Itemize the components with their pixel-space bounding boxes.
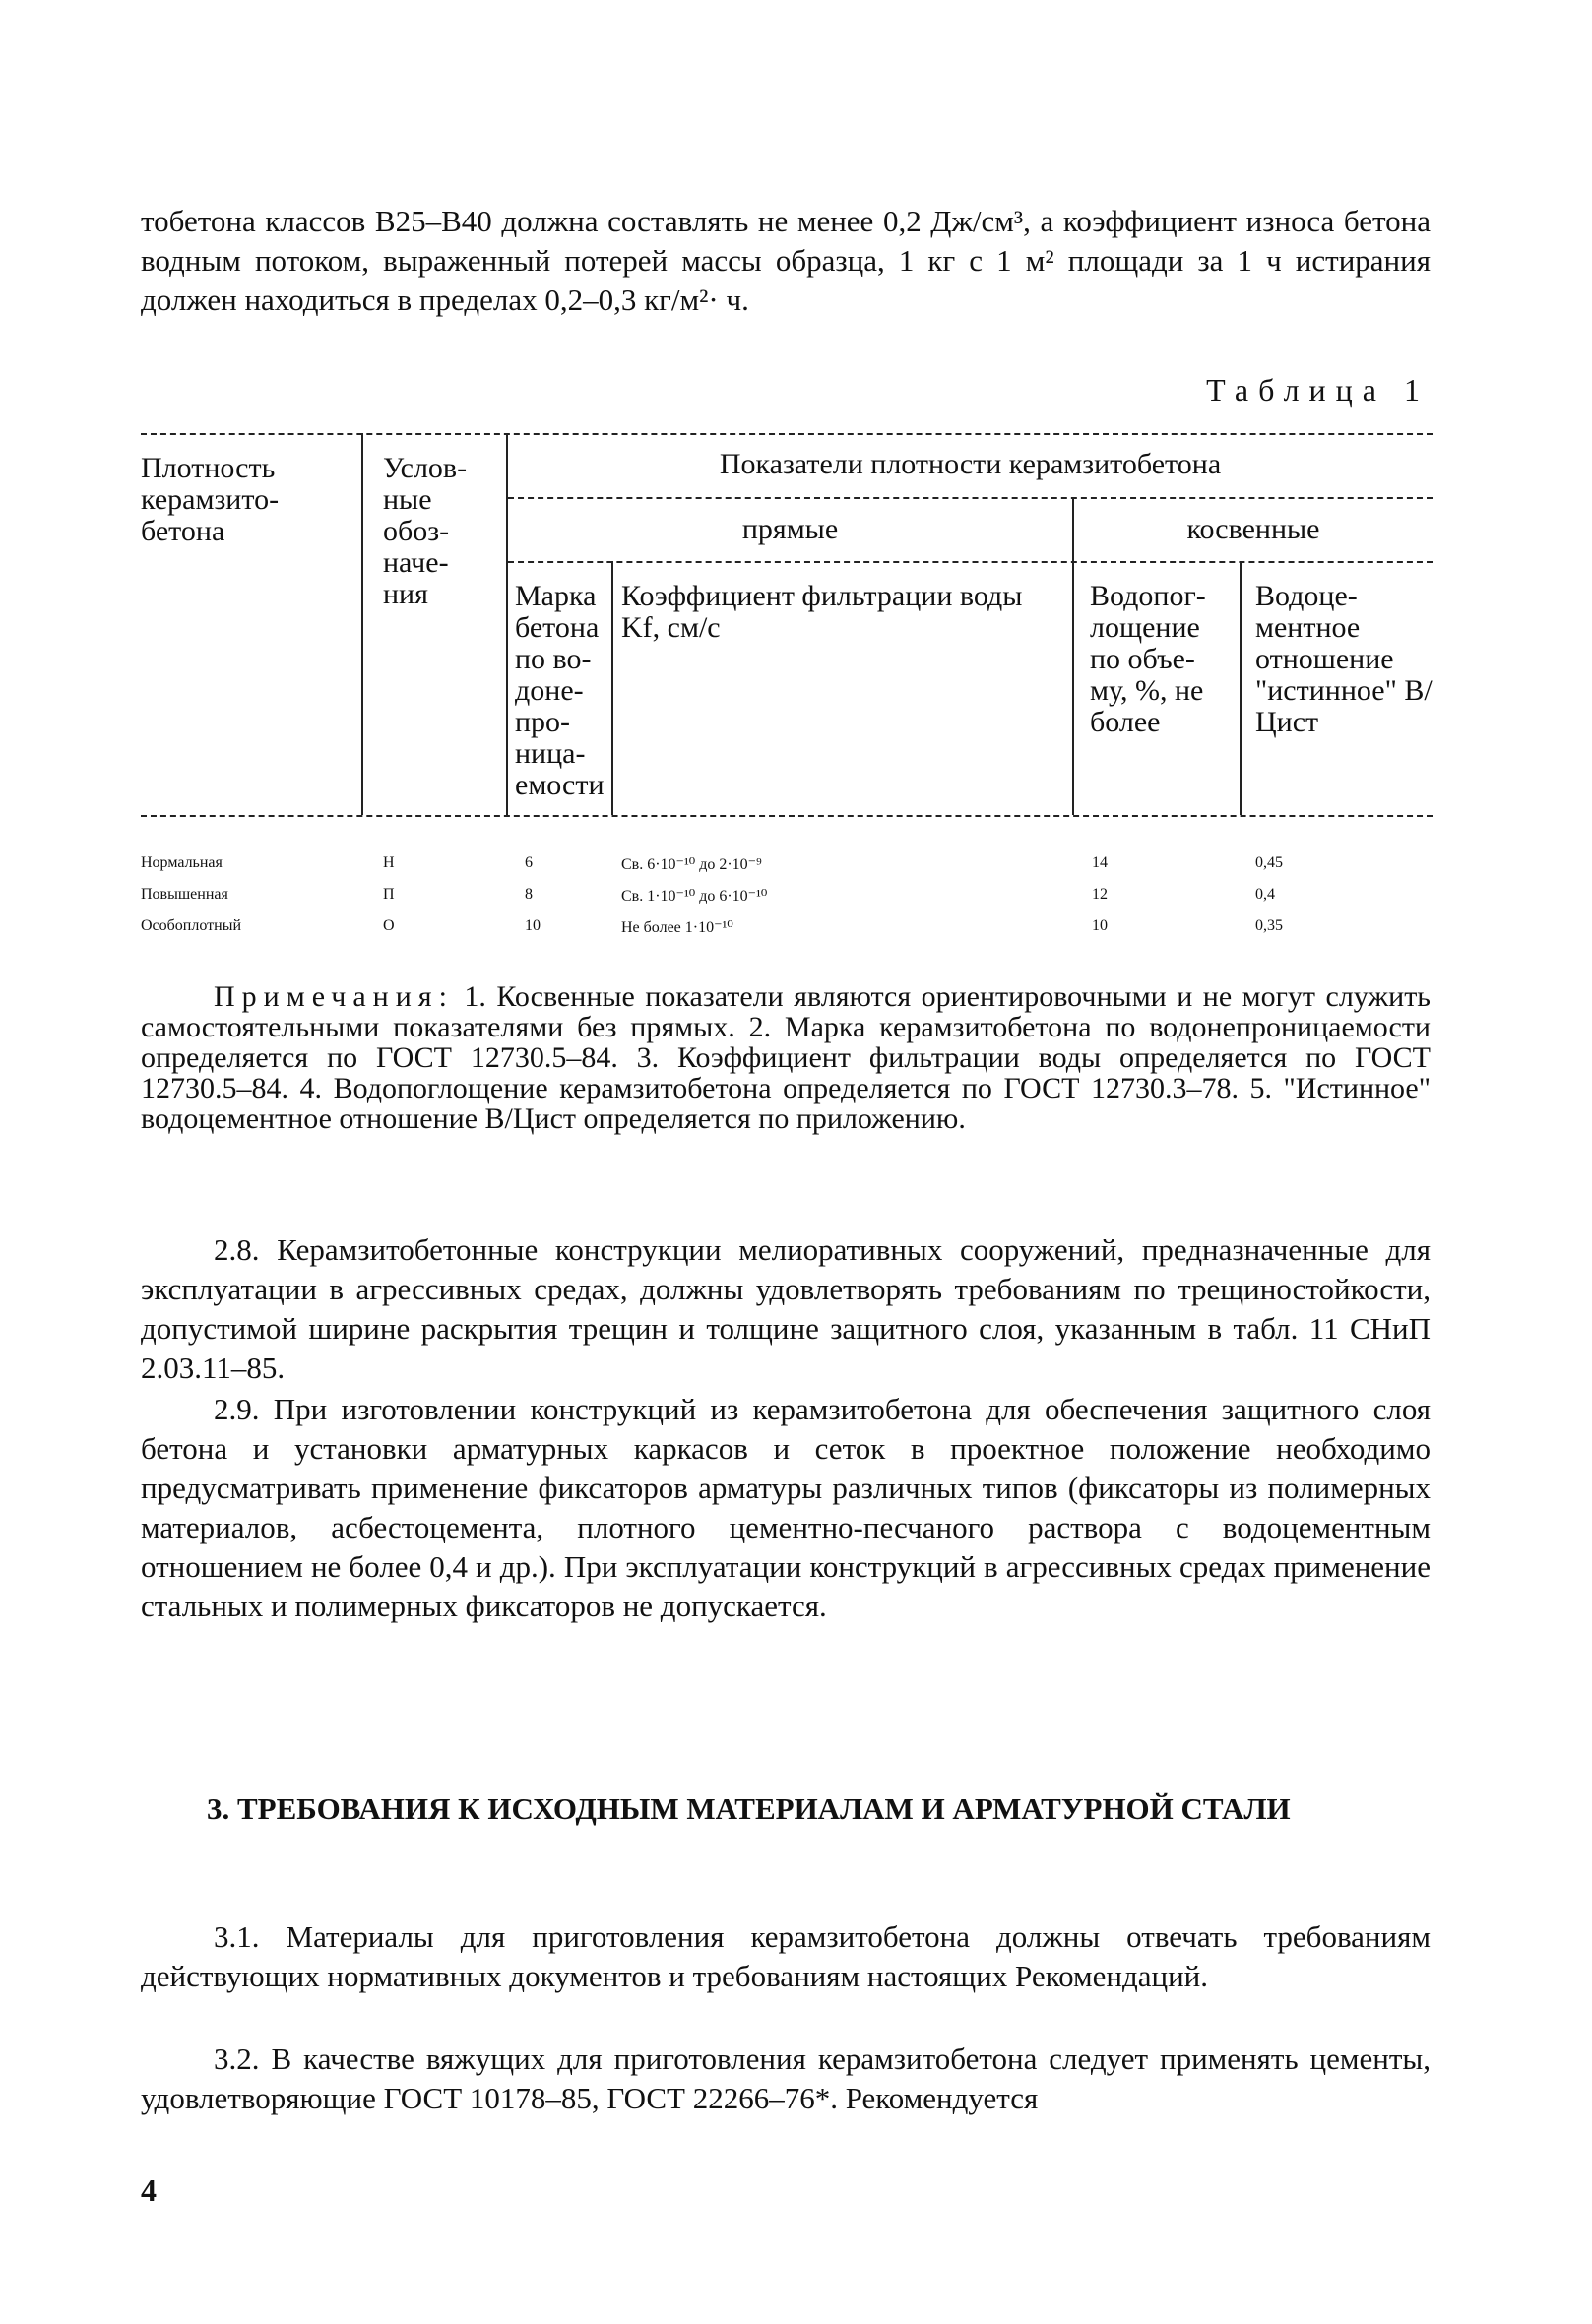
density-table-header <box>141 433 1433 817</box>
cell-symbol: Н <box>383 854 395 871</box>
section-3-heading: 3. ТРЕБОВАНИЯ К ИСХОДНЫМ МАТЕРИАЛАМ И АРМАТУРНОЙ СТАЛИ <box>207 1791 1291 1826</box>
paragraph-2-8 <box>141 1230 1431 1388</box>
paragraph-3-2-text: 3.2. В качестве вяжущих для приготовления керамзитобетона следует применять цементы, удовлетворяющие ГОСТ 10178–85, ГОСТ 22266–76*. Рекомендуется <box>141 2041 1431 2115</box>
header-wc-ratio: Водоце-ментное отношение "истинное" В/Цист <box>1255 580 1433 738</box>
cell-grade: 6 <box>525 854 533 871</box>
cell-wc: 0,45 <box>1255 854 1283 871</box>
header-absorption: Водопог-лощение по объе-му, %, не более <box>1090 580 1206 738</box>
header-indicators: Показатели плотности керамзитобетона <box>719 448 1222 480</box>
cell-wc: 0,35 <box>1255 917 1283 934</box>
notes-text: 1. Косвенные показатели являются ориентировочными и не могут служить самостоятельными показателями без прямых. 2. Марка керамзитобетона по водонепроницаемости определяется по ГОСТ 12730.5–84. 3. Коэффициент фильтрации воды определяется по ГОСТ 12730.5–84. 4. Водопоглощение керамзитобетона определяется по ГОСТ 12730.3–78. 5. "Истинное" водоцементное отношение В/Цист определяется по приложению. <box>141 980 1431 1135</box>
cell-grade: 8 <box>525 886 533 903</box>
col-divider-3 <box>611 561 613 815</box>
header-grade: Марка бетона по во-доне-про-ница-емости <box>515 580 605 801</box>
col-divider-5 <box>1240 561 1242 815</box>
paragraph-2-9 <box>141 1390 1431 1626</box>
cell-grade: 10 <box>525 917 541 934</box>
subheader-rule <box>508 561 1433 563</box>
header-indirect: косвенные <box>1186 513 1320 545</box>
cell-filtration: Св. 6·10⁻¹⁰ до 2·10⁻⁹ <box>621 856 762 873</box>
cell-absorption: 12 <box>1092 886 1108 903</box>
indicators-rule <box>508 497 1433 499</box>
cell-wc: 0,4 <box>1255 886 1275 903</box>
cell-absorption: 10 <box>1092 917 1108 934</box>
col-divider-2 <box>506 433 508 815</box>
intro-paragraph <box>141 202 1431 320</box>
header-filtration: Коэффициент фильтрации воды Kf, см/с <box>621 580 1023 644</box>
cell-symbol: П <box>383 886 395 903</box>
cell-density: Повышенная <box>141 886 228 903</box>
paragraph-2-9-text: 2.9. При изготовлении конструкций из керамзитобетона для обеспечения защитного слоя бетона и установки арматурных каркасов и сеток в проектное положение необходимо предусматривать применение фиксаторов арматуры различных типов (фиксаторы из полимерных материалов, асбестоцемента, плотного цементно-песчаного раствора с водоцементным отношением не более 0,4 и др.). При эксплуатации конструкций в агрессивных средах применение стальных и полимерных фиксаторов не допускается. <box>141 1392 1431 1623</box>
cell-absorption: 14 <box>1092 854 1108 871</box>
cell-density: Нормальная <box>141 854 223 871</box>
cell-symbol: О <box>383 917 395 934</box>
col-divider-1 <box>361 433 363 815</box>
page-number: 4 <box>141 2172 157 2208</box>
table-notes <box>141 981 1431 1134</box>
paragraph-3-1-text: 3.1. Материалы для приготовления керамзитобетона должны отвечать требованиям действующих нормативных документов и требованиям настоящих Рекомендаций. <box>141 1919 1431 1993</box>
header-density: Плотность керамзито-бетона <box>141 452 280 547</box>
paragraph-3-1 <box>141 1917 1431 1996</box>
table-caption: Таблица 1 <box>1206 372 1430 408</box>
cell-filtration: Св. 1·10⁻¹⁰ до 6·10⁻¹⁰ <box>621 888 768 905</box>
header-direct: прямые <box>741 513 839 545</box>
paragraph-2-8-text: 2.8. Керамзитобетонные конструкции мелиоративных сооружений, предназначенные для эксплуатации в агрессивных средах, должны удовлетворять требованиям по трещиностойкости, допустимой ширине раскрытия трещин и толщине защитного слоя, указанным в табл. 11 СНиП 2.03.11–85. <box>141 1232 1431 1385</box>
header-bottom-rule <box>141 815 1433 817</box>
notes-label: Примечания: <box>214 980 454 1013</box>
cell-density: Особоплотный <box>141 917 241 934</box>
header-symbol: Услов-ные обоз-наче-ния <box>383 452 468 610</box>
table-top-rule <box>141 433 1433 435</box>
paragraph-3-2 <box>141 2040 1431 2118</box>
cell-filtration: Не более 1·10⁻¹⁰ <box>621 919 733 936</box>
intro-text: тобетона классов В25–В40 должна составлять не менее 0,2 Дж/см³, а коэффициент износа бетона водным потоком, выраженный потерей массы образца, 1 кг с 1 м² площади за 1 ч истирания должен находиться в пределах 0,2–0,3 кг/м²· ч. <box>141 204 1431 317</box>
